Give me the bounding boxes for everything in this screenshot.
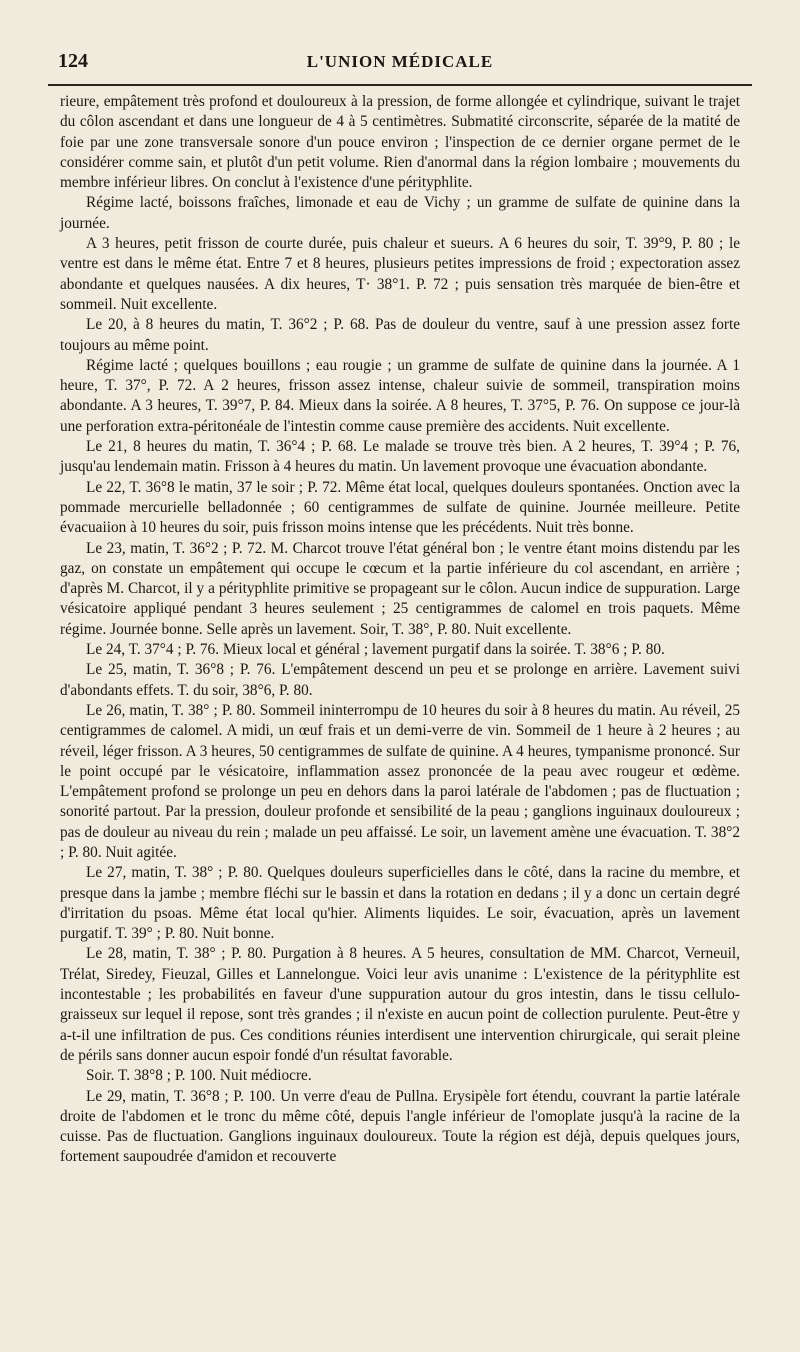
paragraph: Le 27, matin, T. 38° ; P. 80. Quelques douleurs superficielles dans le côté, dans la racine du membre, et presque dans la jambe ; membre fléchi sur le bassin et dans la rotation en dedans ; il y a donc un certain degré d'irritation du psoas. Même état local qu'hier. Aliments liquides. Le soir, évacuation, après un lavement purgatif. T. 39° ; P. 80. Nuit bonne.	[60, 864, 740, 943]
paragraph: Le 29, matin, T. 36°8 ; P. 100. Un verre d'eau de Pullna. Erysipèle fort étendu, couvrant la partie latérale droite de l'abdomen et le tronc du même côté, depuis l'angle inférieur de l'omoplate jusqu'à la racine de la cuisse. Pas de fluctuation. Ganglions inguinaux douloureux. Toute la région est déjà, depuis quelques jours, fortement saupoudrée d'amidon et recouverte	[60, 1087, 740, 1166]
journal-title: L'UNION MÉDICALE	[306, 52, 494, 71]
paragraph: Le 26, matin, T. 38° ; P. 80. Sommeil ininterrompu de 10 heures du soir à 8 heures du matin. Au réveil, 25 centigrammes de calomel. A midi, un œuf frais et un demi-verre de vin. Sommeil de 1 heure à 2 heures ; au réveil, léger frisson. A 3 heures, 50 centigrammes de sulfate de quinine. A 4 heures, tympanisme prononcé. Sur le point occupé par le vésicatoire, inflammation assez prononcée de la peau avec rougeur et œdème. L'empâtement profond se prolonge un peu en dehors dans la paroi latérale de l'abdomen ; pas de fluctuation ; sonorité partout. Par la pression, douleur profonde et sensibilité de la peau ; ganglions inguinaux douloureux ; pas de douleur au niveau du rein ; malade un peu affaissé. Le soir, un lavement amène une évacuation. T. 38°2 ; P. 80. Nuit agitée.	[60, 701, 740, 861]
paragraph: rieure, empâtement très profond et douloureux à la pression, de forme allongée et cylindrique, suivant le trajet du côlon ascendant et dans une longueur de 4 à 5 centimètres. Submatité circonscrite, séparée de la matité de foie par une zone transversale sonore d'un pouce environ ; l'inspection de ce dernier organe permet de le considérer comme sain, et plutôt d'un petit volume. Rien d'anormal dans la région lombaire ; mouvements du membre inférieur libres. On conclut à l'existence d'une pérityphlite.	[60, 93, 740, 192]
paragraph: Le 24, T. 37°4 ; P. 76. Mieux local et général ; lavement purgatif dans la soirée. T. 38°6 ; P. 80.	[86, 641, 665, 659]
page-number: 124	[58, 50, 88, 72]
paragraph: A 3 heures, petit frisson de courte durée, puis chaleur et sueurs. A 6 heures du soir, T. 39°9, P. 80 ; le ventre est dans le même état. Entre 7 et 8 heures, plusieurs petites impressions de froid ; expectoration assez abondante et quelques nausées. A dix heures, T· 38°1. P. 72 ; puis sensation très marquée de bien-être et sommeil. Nuit excellente.	[60, 235, 740, 313]
paragraph: Régime lacté, boissons fraîches, limonade et eau de Vichy ; un gramme de sulfate de quinine dans la journée.	[60, 194, 740, 232]
paragraph: Le 28, matin, T. 38° ; P. 80. Purgation à 8 heures. A 5 heures, consultation de MM. Charcot, Verneuil, Trélat, Siredey, Fieuzal, Gilles et Lannelongue. Voici leur avis unanime : L'existence de la pérityphlite est incontestable ; les probabilités en faveur d'une suppuration autour du gros intestin, dans le tissu cellulo-graisseux sur lequel il repose, sont très grandes ; il n'existe en aucun point de collection purulente. Peut-être y a-t-il une infiltration de pus. Ces conditions réunies interdisent une intervention chirurgicale, qui serait pleine de périls sans donner aucun espoir fondé d'un résultat favorable.	[60, 945, 740, 1064]
paragraph: Le 23, matin, T. 36°2 ; P. 72. M. Charcot trouve l'état général bon ; le ventre étant moins distendu par les gaz, on constate un empâtement qui occupe le cœcum et la partie inférieure du col ascendant, en arrière ; d'après M. Charcot, il y a pérityphlite primitive se propageant sur le côlon. Aucun indice de suppuration. Large vésicatoire appliqué pendant 3 heures seulement ; 25 centigrammes de calomel en trois paquets. Même régime. Journée bonne. Selle après un lavement. Soir, T. 38°, P. 80. Nuit excellente.	[60, 539, 740, 638]
paragraph: Soir. T. 38°8 ; P. 100. Nuit médiocre.	[86, 1067, 312, 1085]
paragraph: Régime lacté ; quelques bouillons ; eau rougie ; un gramme de sulfate de quinine dans la journée. A 1 heure, T. 37°, P. 72. A 2 heures, frisson assez intense, chaleur suivie de sommeil, transpiration moins abondante. A 3 heures, T. 39°7, P. 84. Mieux dans la soirée. A 8 heures, T. 37°5, P. 76. On suppose ce jour-là une perforation extra-péritonéale de l'intestin comme cause première des accidents. Nuit excellente.	[60, 356, 740, 435]
header-rule	[48, 84, 752, 86]
body-text	[60, 92, 740, 1168]
paragraph: Le 22, T. 36°8 le matin, 37 le soir ; P. 72. Même état local, quelques douleurs spontanées. Onction avec la pommade mercurielle belladonnée ; 60 centigrammes de sulfate de quinine. Journée meilleure. Petite évacuaiion à 10 heures du soir, puis frisson moins intense que les précédents. Nuit très bonne.	[60, 478, 740, 537]
running-head	[48, 50, 752, 78]
paragraph: Le 25, matin, T. 36°8 ; P. 76. L'empâtement descend un peu et se prolonge en arrière. Lavement suivi d'abondants effets. T. du soir, 38°6, P. 80.	[60, 661, 740, 699]
paragraph: Le 20, à 8 heures du matin, T. 36°2 ; P. 68. Pas de douleur du ventre, sauf à une pression assez forte toujours au même point.	[60, 316, 740, 354]
paragraph: Le 21, 8 heures du matin, T. 36°4 ; P. 68. Le malade se trouve très bien. A 2 heures, T. 39°4 ; P. 76, jusqu'au lendemain matin. Frisson à 4 heures du matin. Un lavement provoque une évacuation abondante.	[60, 438, 740, 476]
